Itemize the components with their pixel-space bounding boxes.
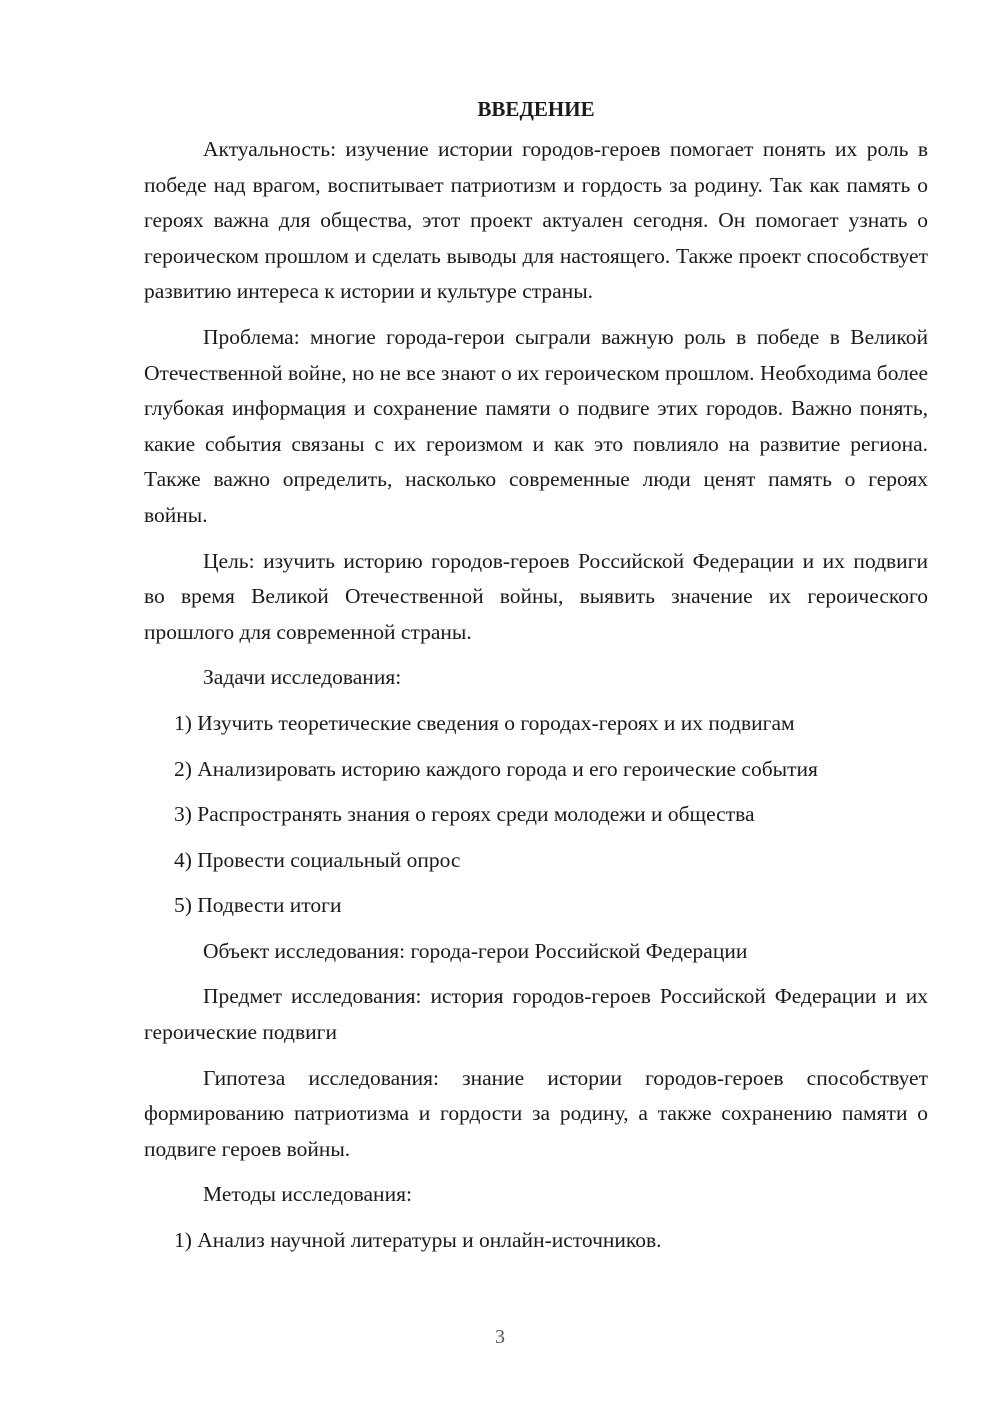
tasks-list bbox=[144, 706, 928, 924]
list-item: 3) Распространять знания о героях среди молодежи и общества bbox=[174, 802, 755, 827]
list-item: 1) Изучить теоретические сведения о городах-героях и их подвигам bbox=[174, 710, 795, 735]
problem-paragraph: Проблема: многие города-герои сыграли важную роль в победе в Великой Отечественной войне, но не все знают о их героическом прошлом. Необходима более глубокая информация и сохранение памяти о подвиге этих городов. Важно понять, какие события связаны с их героизмом и как это повлияло на развитие региона. Также важно определить, насколько современные люди ценят память о героях войны. bbox=[144, 324, 928, 527]
methods-list bbox=[144, 1223, 928, 1259]
section-title: ВВЕДЕНИЕ bbox=[477, 97, 595, 121]
hypothesis-paragraph: Гипотеза исследования: знание истории городов-героев способствует формированию патриотизма и гордости за родину, а также сохранению памяти о подвиге героев войны. bbox=[144, 1065, 928, 1161]
tasks-heading: Задачи исследования: bbox=[203, 665, 402, 690]
list-item: 5) Подвести итоги bbox=[174, 893, 342, 918]
list-item: 4) Провести социальный опрос bbox=[174, 847, 461, 872]
list-item: 1) Анализ научной литературы и онлайн-источников. bbox=[174, 1228, 662, 1253]
subject-paragraph: Предмет исследования: история городов-героев Российской Федерации и их героические подвиги bbox=[144, 984, 928, 1045]
goal-paragraph: Цель: изучить историю городов-героев Российской Федерации и их подвиги во время Великой Отечественной войны, выявить значение их героического прошлого для современной страны. bbox=[144, 548, 928, 644]
list-item: 2) Анализировать историю каждого города и его героические события bbox=[174, 756, 818, 781]
page-number: 3 bbox=[495, 1326, 505, 1348]
relevance-paragraph: Актуальность: изучение истории городов-героев помогает понять их роль в победе над врагом, воспитывает патриотизм и гордость за родину. Так как память о героях важна для общества, этот проект актуален сегодня. Он помогает узнать о героическом прошлом и сделать выводы для настоящего. Также проект способствует развитию интереса к истории и культуре страны. bbox=[144, 137, 928, 304]
document-page bbox=[144, 90, 928, 1269]
object-line: Объект исследования: города-герои Российской Федерации bbox=[203, 938, 748, 963]
methods-heading: Методы исследования: bbox=[203, 1182, 412, 1207]
